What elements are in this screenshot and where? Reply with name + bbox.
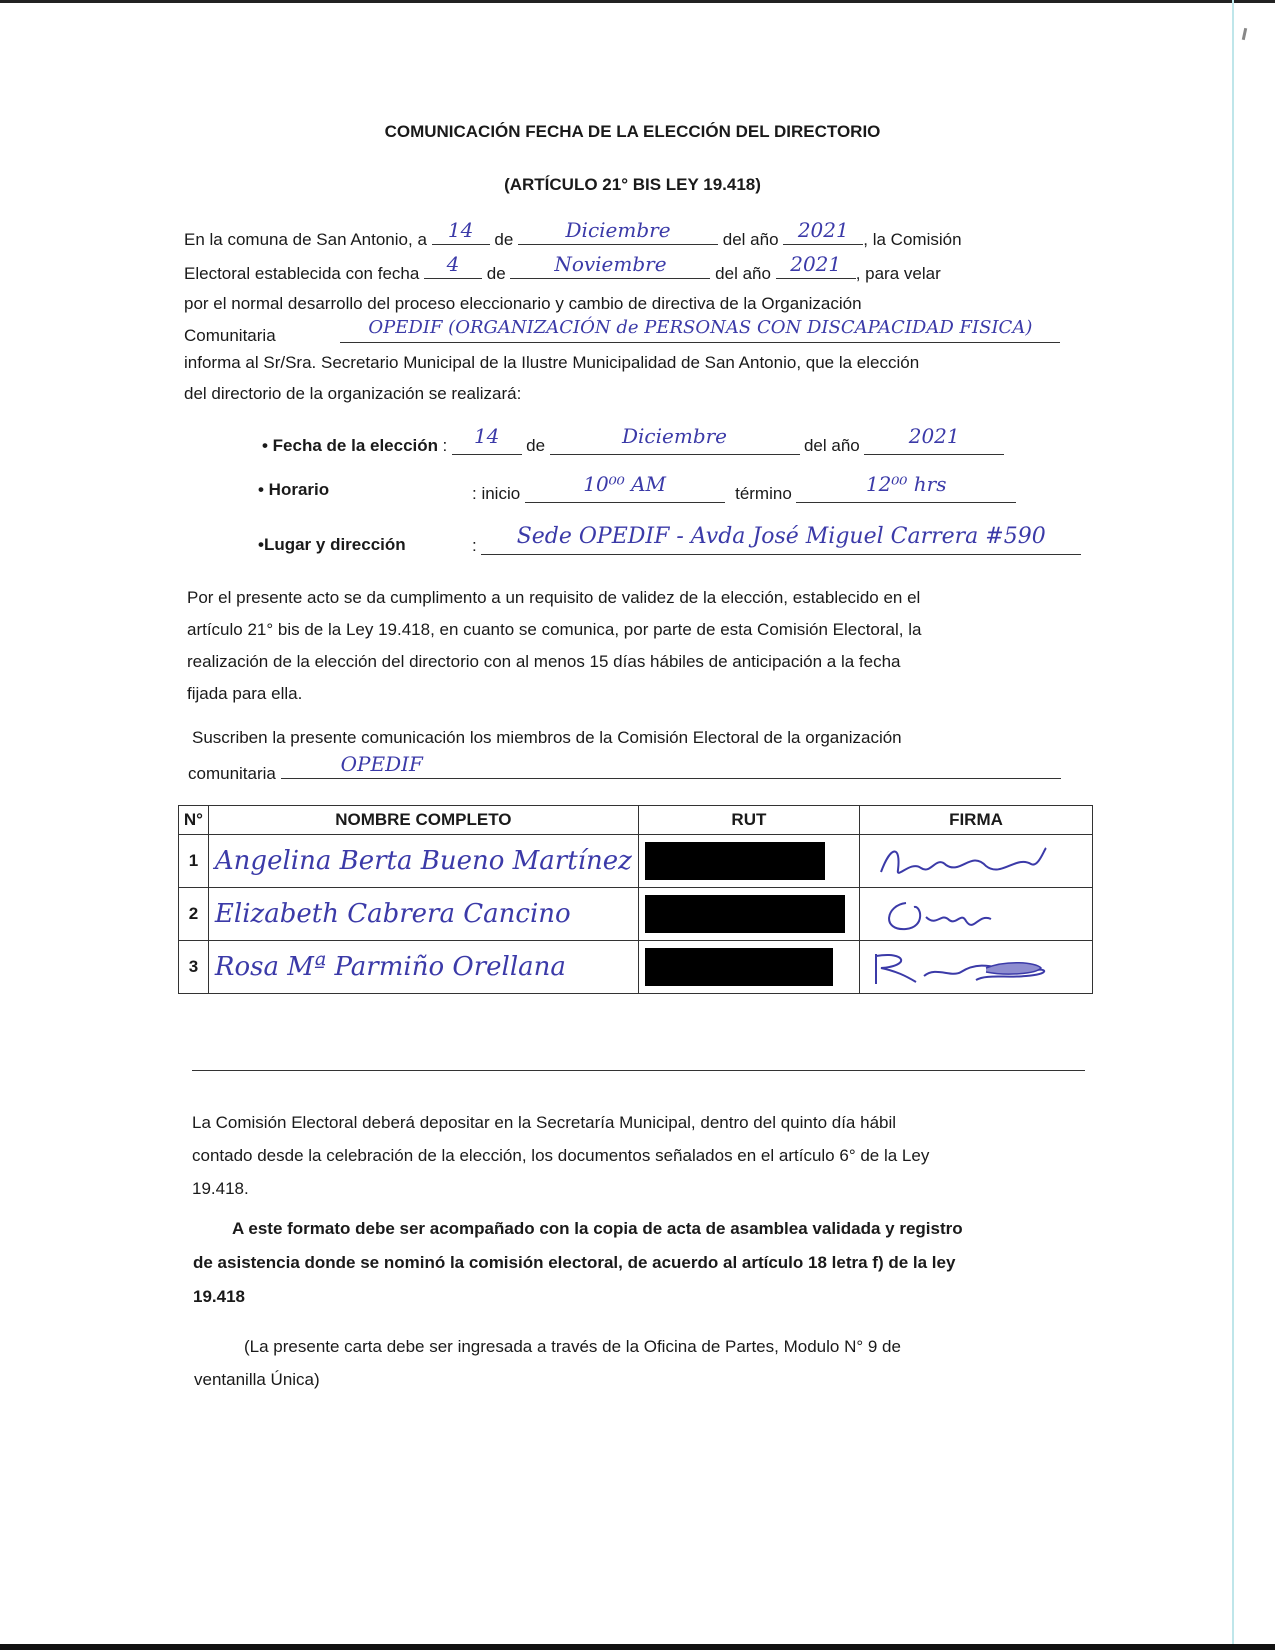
signature-cell: [860, 941, 1093, 994]
letter-note-line-2: ventanilla Única): [194, 1370, 320, 1389]
intro-line-3: por el normal desarrollo del proceso eleccionario y cambio de directiva de la Organización: [184, 294, 862, 313]
signature-3-icon: [866, 946, 1086, 988]
signature-cell: [860, 835, 1093, 888]
table-row: [179, 888, 1093, 941]
subscribe-line-1: Suscriben la presente comunicación los miembros de la Comisión Electoral de la organización: [192, 728, 902, 747]
subscribe-org-field: OPEDIF: [281, 756, 1061, 779]
intro-text: En la comuna de San Antonio, a: [184, 230, 427, 249]
divider: [192, 1070, 1085, 1071]
format-line-3: 19.418: [193, 1287, 245, 1306]
table-row: [179, 941, 1093, 994]
compliance-line-3: realización de la elección del directorio con al menos 15 días hábiles de anticipación a la fecha: [187, 652, 901, 671]
rut-cell: [638, 835, 859, 888]
row-number: 2: [179, 888, 209, 941]
subscribe-line-2: comunitaria OPEDIF: [188, 756, 1061, 790]
row-number: 3: [179, 941, 209, 994]
scan-edge-right: [1232, 0, 1234, 1650]
election-month-field: Diciembre: [550, 432, 800, 455]
schedule-row: [258, 480, 329, 500]
compliance-line-4: fijada para ella.: [187, 684, 303, 703]
month-field: Diciembre: [518, 222, 718, 245]
member-name: Elizabeth Cabrera Cancino: [208, 888, 638, 941]
header-full-name: NOMBRE COMPLETO: [208, 806, 638, 835]
election-year-field: 2021: [864, 432, 1004, 455]
compliance-line-2: artículo 21° bis de la Ley 19.418, en cuanto se comunica, por parte de esta Comisión Electoral, la: [187, 620, 922, 639]
signature-2-icon: [866, 893, 1086, 935]
end-time-field: 12⁰⁰ hrs: [796, 480, 1016, 503]
letter-note-line-1: (La presente carta debe ser ingresada a través de la Oficina de Partes, Modulo N° 9 de: [244, 1337, 901, 1356]
intro-line-6: del directorio de la organización se realizará:: [184, 384, 522, 403]
header-signature: FIRMA: [860, 806, 1093, 835]
format-line-2: de asistencia donde se nominó la comisión electoral, de acuerdo al artículo 18 letra f) de la ley: [193, 1253, 956, 1272]
scan-edge-top: [0, 0, 1275, 3]
day-field: 14: [432, 222, 490, 245]
signature-cell: [860, 888, 1093, 941]
document-subtitle: (ARTÍCULO 21° BIS LEY 19.418): [504, 175, 761, 194]
location-row: [258, 535, 406, 555]
schedule-label: • Horario: [258, 480, 330, 499]
election-day-field: 14: [452, 432, 522, 455]
document-title: COMUNICACIÓN FECHA DE LA ELECCIÓN DEL DIRECTORIO: [384, 122, 881, 141]
commission-month-field: Noviembre: [510, 256, 710, 279]
redaction-bar: [645, 842, 825, 880]
scan-speck: [1242, 28, 1247, 40]
election-date-label: • Fecha de la elección: [262, 436, 439, 455]
rut-cell: [638, 941, 859, 994]
redaction-bar: [645, 895, 845, 933]
signature-1-icon: [866, 840, 1086, 882]
intro-line-2: Electoral establecida con fecha 4 de Noviembre del año 2021 , para velar: [184, 252, 941, 283]
format-line-1: A este formato debe ser acompañado con la copia de acta de asamblea validada y registro: [232, 1219, 963, 1238]
commission-day-field: 4: [424, 256, 482, 279]
rut-cell: [638, 888, 859, 941]
member-name: Angelina Berta Bueno Martínez: [208, 835, 638, 888]
deposit-line-2: contado desde la celebración de la elección, los documentos señalados en el artículo 6° de la Ley: [192, 1146, 930, 1165]
year-field: 2021: [783, 222, 863, 245]
header-number: N°: [179, 806, 209, 835]
redaction-bar: [645, 948, 833, 986]
location-values: : Sede OPEDIF - Avda José Miguel Carrera #590: [472, 530, 1081, 562]
intro-line-4: Comunitaria OPEDIF (ORGANIZACIÓN de PERSONAS CON DISCAPACIDAD FISICA): [184, 320, 1060, 352]
header-rut: RUT: [638, 806, 859, 835]
deposit-line-3: 19.418.: [192, 1179, 249, 1198]
intro-line-5: informa al Sr/Sra. Secretario Municipal de la Ilustre Municipalidad de San Antonio, que la elección: [184, 353, 920, 372]
organization-field: OPEDIF (ORGANIZACIÓN de PERSONAS CON DISCAPACIDAD FISICA): [340, 320, 1060, 343]
start-time-field: 10⁰⁰ AM: [525, 480, 725, 503]
intro-line-1: En la comuna de San Antonio, a 14 de Diciembre del año 2021 , la Comisión: [184, 218, 962, 249]
deposit-line-1: La Comisión Electoral deberá depositar en la Secretaría Municipal, dentro del quinto día hábil: [192, 1113, 897, 1132]
location-field: Sede OPEDIF - Avda José Miguel Carrera #590: [481, 532, 1081, 555]
schedule-values: : inicio 10⁰⁰ AM término 12⁰⁰ hrs: [472, 478, 1016, 510]
members-table: [178, 805, 1093, 994]
member-name: Rosa Mª Parmiño Orellana: [208, 941, 638, 994]
scan-edge-bottom: [0, 1644, 1275, 1650]
row-number: 1: [179, 835, 209, 888]
election-date-row: • Fecha de la elección : 14 de Diciembre del año 2021: [262, 430, 1004, 462]
commission-year-field: 2021: [776, 256, 856, 279]
table-header-row: [179, 806, 1093, 835]
compliance-line-1: Por el presente acto se da cumplimento a un requisito de validez de la elección, establecido en el: [187, 588, 921, 607]
location-label: •Lugar y dirección: [258, 535, 406, 554]
table-row: [179, 835, 1093, 888]
